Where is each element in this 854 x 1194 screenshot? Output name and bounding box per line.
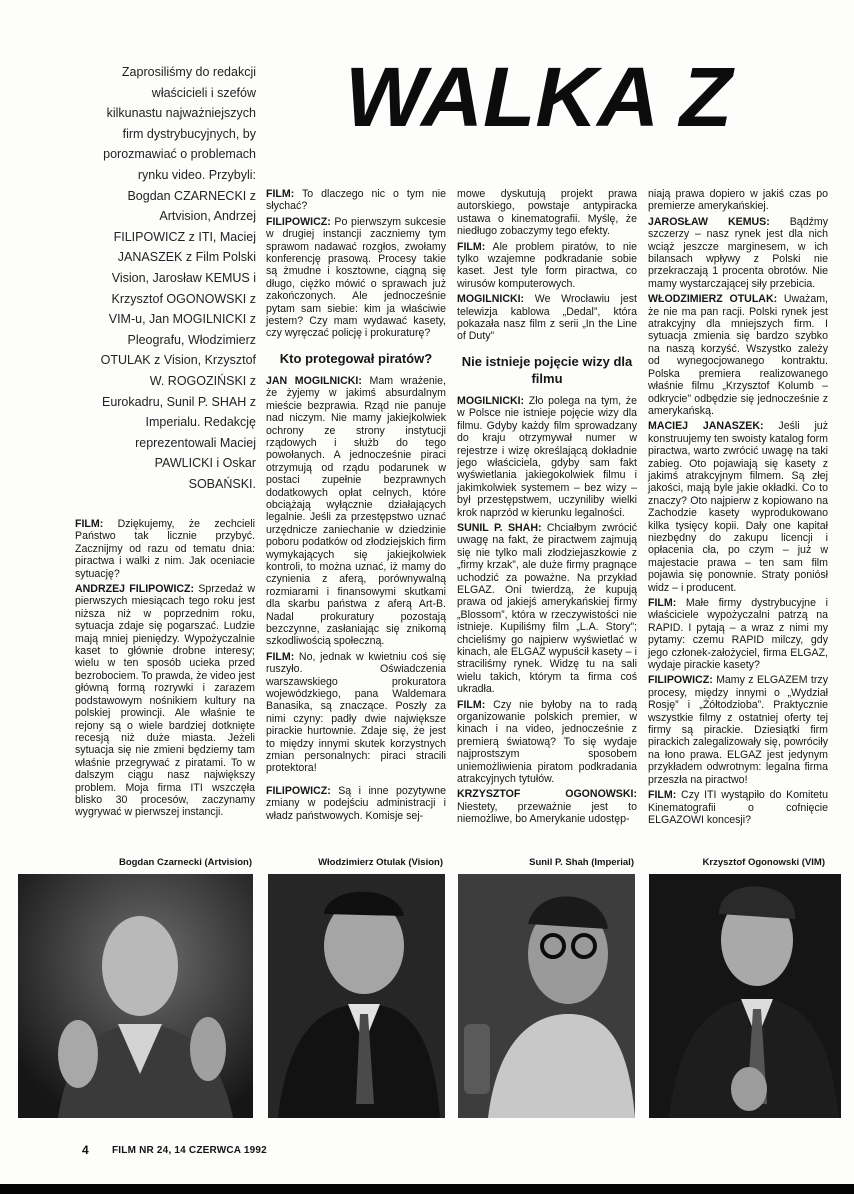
footer-issue: FILM NR 24, 14 CZERWCA 1992 xyxy=(112,1145,267,1156)
paragraph-text: Po pierwszym sukcesie w drugiej instancji zaczniemy tym sprawom nadawać rozgłos, zwołamy konferencję prasową. Procesy takie są żmudne i kosztowne, ciągną się długo, ciężko mówić o sprawach już zakończonych. Ale jednocześnie pytam sam siebie: kim ja właściwie jestem? Czy mam wydawać kasety, czy wyręczać policję i prokuraturę? xyxy=(266,215,446,340)
bottom-bar xyxy=(0,1184,854,1194)
speaker-label: MOGILNICKI: xyxy=(457,293,525,306)
portrait-image xyxy=(458,874,635,1118)
paragraph-text: Małe firmy dystrybucyjne i właściciele wypożyczalni patrzą na RAPID. I pytają – a wraz z nimi my pytamy: czemu RAPID milczy, gdy jego członek-założyciel, firma ELGAZ, wydaje pirackie kasety? xyxy=(648,597,828,672)
photo-sunil-shah xyxy=(458,874,635,1118)
photo-caption: Włodzimierz Otulak (Vision) xyxy=(318,857,443,868)
speaker-label: FILM: xyxy=(75,518,104,530)
paragraph-text: Są i inne pozytywne zmiany w podejściu administracji i władz państwowych. Komisje sej- xyxy=(266,784,446,822)
speaker-label: FILM: xyxy=(457,698,486,711)
paragraph xyxy=(75,518,255,580)
paragraph-text: mowe dyskutują projekt prawa autorskiego, powstaje antypiracka ustawa o kinematografii. Myślę, że niedługo zobaczymy tego efekty. xyxy=(457,188,637,238)
speaker-label: MOGILNICKI: xyxy=(457,394,525,407)
photo-caption: Bogdan Czarnecki (Artvision) xyxy=(118,857,252,868)
speaker-label: FILM: xyxy=(266,650,295,663)
speaker-label: KRZYSZTOF OGONOWSKI: xyxy=(457,788,637,801)
speaker-label: JAROSŁAW KEMUS: xyxy=(648,215,770,228)
speaker-label: WŁODZIMIERZ OTULAK: xyxy=(648,293,778,306)
photo-bogdan-czarnecki xyxy=(18,874,253,1118)
paragraph xyxy=(457,395,637,519)
paragraph-text: Dziękujemy, że zechcieli Państwo tak licznie przybyć. Zacznijmy od razu od tematu dnia: piractwa i walki z nim. Jak oceniacie sytuację? xyxy=(75,518,255,580)
paragraph xyxy=(648,188,828,213)
column-4 xyxy=(648,188,828,829)
paragraph-text: Ale problem piratów, to nie tylko wzajemne podkradanie sobie kaset. Jest tyle form piractwa, co wirusów komputerowych. xyxy=(457,240,637,290)
paragraph xyxy=(266,188,446,213)
paragraph xyxy=(457,699,637,786)
paragraph xyxy=(457,293,637,343)
photo-wlodzimierz-otulak xyxy=(268,874,445,1118)
paragraph-text: Bądźmy szczerzy – nasz rynek jest dla nich wciąż jeszcze marginesem, w ich bilansach wpływy z Polski nie przekraczają 1 procenta obrotów. Nie mamy wystarczającej siły przebicia. xyxy=(648,215,829,290)
paragraph-text: Chciałbym zwrócić uwagę na fakt, że piractwem zajmują się nie tylko mali złodziejaszkowie z „firmy krzak”, ale duże firmy pragnące uchodzić za poważne. Na przykład ELGAZ. Oni twierdzą, że kupują prawa od jakiejś amerykańskiej firmy „Blossom”, która w rzeczywistości nie istnieje. Kupiliśmy film „L.A. Story”; chcieliśmy go najpierw wyświetlać w kinach, ale ELGAZ wypuścił kasety – i straciliśmy rynek. Widzę tu na sali wielu takich, którym ta firma coś ukradła. xyxy=(457,521,638,696)
portrait-image xyxy=(268,874,445,1118)
paragraph-text: Czy nie byłoby na to radą organizowanie polskich premier, w kinach i na video, jednocześnie z premierą światową? To się wydaje najprostszym sposobem uniemożliwienia piratom podkradania atrakcyjnych tytułów. xyxy=(457,698,637,786)
speaker-label: JAN MOGILNICKI: xyxy=(266,374,362,387)
paragraph xyxy=(266,651,446,775)
column-2 xyxy=(266,188,446,825)
paragraph xyxy=(648,674,828,786)
paragraph-text: We Wrocławiu jest telewizja kablowa „Dedal”, która pokazała nasz film z serii „In the Line of Duty” xyxy=(457,293,637,343)
speaker-label: FILM: xyxy=(648,597,677,609)
column-1 xyxy=(75,518,255,822)
photo-caption: Sunil P. Shah (Imperial) xyxy=(529,857,634,868)
portrait-image xyxy=(649,874,841,1118)
speaker-label: FILIPOWICZ: xyxy=(266,215,331,228)
page-number: 4 xyxy=(82,1143,89,1157)
paragraph-text: Jeśli już konstruujemy ten swoisty katalog form piractwa, warto zwrócić uwagę na taki zabieg. Oto pojawiają się kasety z jakimś atrakcyjnym filmem. Są złej jakości, mają byle jakie okładki. Co to znaczy? Oto najpierw z kopiowano na Zachodzie kasety wyprodukowano kilka tysięcy kopii. Dały one kapitał niezbędny do zakupu licencji i opłacenia cła, po czym – już w majestacie prawa – ten sam film pojawia się ponownie. Straty poniósł widz – i producent. xyxy=(648,420,828,594)
paragraph xyxy=(648,597,828,671)
paragraph xyxy=(457,241,637,291)
paragraph xyxy=(266,785,446,822)
paragraph-text: Sprzedaż w pierwszych miesiącach tego roku jest niższa niż w poprzednim roku, sytuacja zdaje się pogarszać. Ludzie mają mniej pieniędzy. Wypożyczalnie kaset to głównie drobne interesy; wielu w ten sposób ucieka przed bezrobociem. To prawda, że video jest główną formą rozrywki i zarazem podstawowym nośnikiem kultury na polskiej prowincji. Ale właśnie te rejony są o wiele bardziej dotknięte recesją niż duże miasta. Jeżeli sytuacja się nie zmieni będziemy tam właśnie przegrywać z piratami. To w dalszym ciągu nasz największy problem. Moja firma ITI wszczęła blisko 30 procesów, zaczynamy wygrywać w pierwszej instancji. xyxy=(75,583,256,819)
paragraph-text: Czy ITI wystąpiło do Komitetu Kinematografii o cofnięcie ELGAZOWI koncesji? xyxy=(648,789,828,826)
paragraph xyxy=(648,789,828,826)
subheading: Kto protegował piratów? xyxy=(279,350,433,366)
paragraph-text: To dlaczego nic o tym nie słychać? xyxy=(266,188,446,213)
paragraph xyxy=(266,216,446,340)
paragraph xyxy=(266,375,446,648)
subheading: Nie istnieje pojęcie wizy dla filmu xyxy=(461,353,633,386)
portrait-image xyxy=(18,874,253,1118)
speaker-label: FILM: xyxy=(648,789,677,802)
paragraph xyxy=(457,788,637,825)
speaker-label: FILM: xyxy=(457,240,486,253)
paragraph xyxy=(75,583,255,819)
paragraph-text: Niestety, przeważnie jest to niemożliwe, bo Amerykanie udostęp- xyxy=(457,800,637,826)
headline: WALKA Z xyxy=(345,50,733,144)
paragraph-text: niają prawa dopiero w jakiś czas po premierze amerykańskiej. xyxy=(648,188,828,213)
paragraph-text: Mam wrażenie, że żyjemy w jakimś absurdalnym mieście bezprawia. Rząd nie panuje nad niczym. Nie mamy jakiejkolwiek ochrony ze strony instytucji rządowych i służb do tego powołanych. A jednocześnie piraci otrzymują od rządu podarunek w postaci zupełnie bezprawnych dodatkowych opłat celnych, które obciążają wyłącznie działających legalnie. Jeśli za przestępstwo uznać urzędnicze zaniechanie w dziedzinie poboru podatków od złodziejskich firm wymykających się jakiejkolwiek kontroli, to można uznać, iż mamy do czynienia z aferą, porównywalną rozmiarami i finansowymi skutkami dla skarbu państwa z aferą Art-B. Nadal prokuratury pozostają bezczynne, zasłaniając się znikomą szkodliwością społeczną. xyxy=(266,374,446,648)
speaker-label: MACIEJ JANASZEK: xyxy=(648,420,764,433)
photo-krzysztof-ogonowski xyxy=(649,874,841,1118)
paragraph xyxy=(648,420,828,594)
paragraph xyxy=(648,216,828,290)
paragraph xyxy=(457,522,637,696)
paragraph xyxy=(648,293,828,417)
speaker-label: FILIPOWICZ: xyxy=(648,674,713,687)
speaker-label: FILM: xyxy=(266,188,295,200)
paragraph-text: Zło polega na tym, że w Polsce nie istnieje pojęcie wizy dla filmu. Gdyby każdy film sprowadzany do kraju otrzymywał numer w rejestrze i wizę określającą dokładnie jego właściciela, gdyby sam fakt wyświetlania jakiegokolwiek filmu i jakimkolwiek systemem – bez wizy – był przestępstwem, uczyniliby wielki krok naprzód w kierunku legalności. xyxy=(457,394,637,519)
paragraph-text: Uważam, że nie ma pan racji. Polski rynek jest atrakcyjny dla mniejszych firm. I sytuacja zmienia się bardzo szybko na naszą korzyść. Wszystko zależy od wynegocjowanego kontraktu. Polska premiera realizowanego właśnie filmu „Krzysztof Kolumb – odkrycie” odbędzie się jednocześnie z amerykańską. xyxy=(648,293,828,417)
paragraph-text: No, jednak w kwietniu coś się ruszyło. Oświadczenia warszawskiego prokuratora wojewódzkiego, pana Waldemara Banasika, są znaczące. Poszły za nimi czyny: padły dwie największe pirackie hurtownie. Zdaje się, że jest to między innymi skutek korzystnych zmian personalnych: piraci stracili protektora! xyxy=(266,650,446,775)
paragraph xyxy=(457,188,637,238)
speaker-label: SUNIL P. SHAH: xyxy=(457,521,542,534)
intro-text: Zaprosiliśmy do redakcji właścicieli i szefów kilkunastu najważniejszych firm dystrybucyjnych, by porozmawiać o problemach rynku video. Przybyli: Bogdan CZARNECKI z Artvision, Andrzej FILIPOWICZ z ITI, Maciej JANASZEK z Film Polski Vision, Jarosław KEMUS i Krzysztof OGONOWSKI z VIM-u, Jan MOGILNICKI z Pleografu, Włodzimierz OTULAK z Vision, Krzysztof W. ROGOZIŃSKI z Eurokadru, Sunil P. SHAH z Imperialu. Redakcję reprezentowali Maciej PAWLICKI i Oskar SOBAŃSKI. xyxy=(100,65,256,491)
paragraph-text: Mamy z ELGAZEM trzy procesy, między innymi o „Wydział Rosję” i „Żółtodzioba”. Praktycznie wszystkie filmy z ostatniej oferty tej firmy są pirackie. Dziesiątki firm pirackich zalegalizowały się, powróciły na łono prawa. ELGAZ jest jedynym przykładem odwrotnym: legalna firma przeszła na piractwo! xyxy=(648,674,828,786)
speaker-label: FILIPOWICZ: xyxy=(266,784,331,797)
column-3 xyxy=(457,188,637,829)
speaker-label: ANDRZEJ FILIPOWICZ: xyxy=(75,583,195,596)
photo-caption: Krzysztof Ogonowski (VIM) xyxy=(702,857,825,868)
